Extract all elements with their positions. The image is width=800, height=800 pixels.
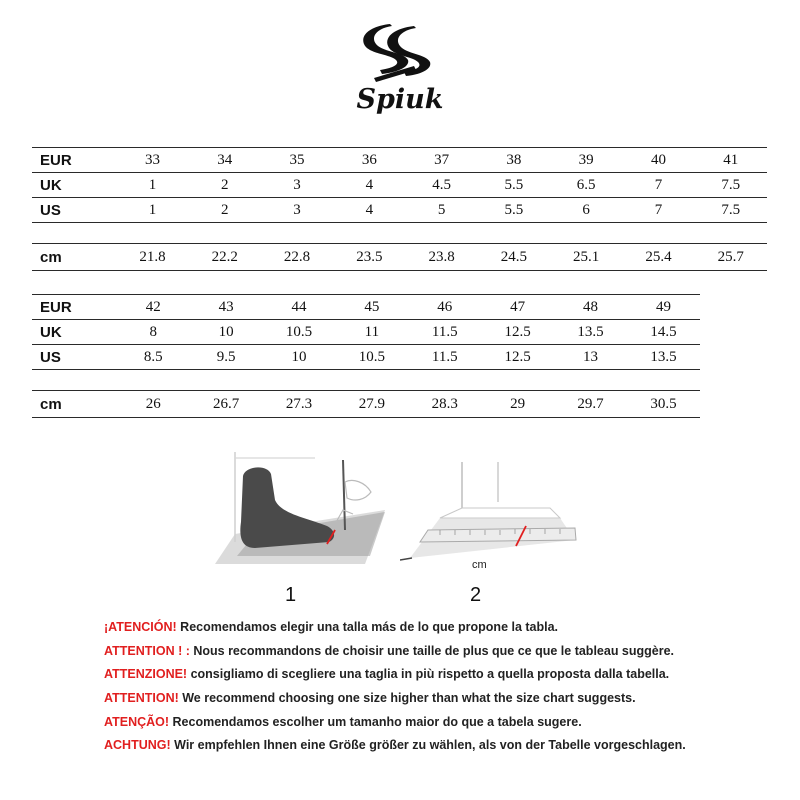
warning-text: Recomendamos elegir una talla más de lo que propone la tabla.: [176, 620, 559, 634]
cm-label: cm: [32, 391, 117, 418]
warning-heading: ¡ATENCIÓN!: [104, 620, 177, 634]
cm-cell: 21.8: [116, 244, 188, 271]
warnings-list: [104, 616, 784, 758]
warning-text: We recommend choosing one size higher than what the size chart suggests.: [178, 691, 636, 706]
cm-cell: 22.2: [189, 244, 261, 271]
foot-measure-illustration: [215, 452, 395, 570]
step-2-number: 2: [470, 584, 482, 606]
warning-heading: ATTENZIONE!: [104, 667, 188, 682]
us-cell: 8.5: [117, 345, 190, 370]
cm-row: [32, 244, 767, 271]
warning-english: [104, 687, 784, 711]
eur-cell: 33: [116, 148, 188, 173]
cm-cell: 27.9: [335, 391, 408, 418]
cm-cell: 26: [117, 391, 190, 418]
size-table-1: [32, 147, 767, 271]
ruler-measure-illustration: [400, 462, 590, 570]
us-row: [32, 345, 700, 370]
us-cell: 1: [116, 198, 188, 223]
us-cell: 2: [189, 198, 261, 223]
cm-cell: 22.8: [261, 244, 333, 271]
us-cell: 5: [405, 198, 477, 223]
uk-cell: 7.5: [695, 173, 767, 198]
cm-cell: 29: [481, 391, 554, 418]
eur-cell: 43: [190, 295, 263, 320]
us-cell: 7.5: [695, 198, 767, 223]
us-cell: 13.5: [627, 345, 700, 370]
uk-cell: 10.5: [263, 320, 336, 345]
us-cell: 6: [550, 198, 622, 223]
eur-row: [32, 295, 700, 320]
size-table-2: [32, 294, 700, 418]
eur-label: EUR: [32, 295, 117, 320]
cm-cell: 25.1: [550, 244, 622, 271]
warning-german: [104, 734, 784, 758]
uk-cell: 11: [335, 320, 408, 345]
eur-cell: 42: [117, 295, 190, 320]
cm-cell: 23.8: [405, 244, 477, 271]
us-cell: 3: [261, 198, 333, 223]
us-row: [32, 198, 767, 223]
eur-label: EUR: [32, 148, 116, 173]
uk-cell: 10: [190, 320, 263, 345]
eur-cell: 38: [478, 148, 550, 173]
uk-label: UK: [32, 320, 117, 345]
us-cell: 13: [554, 345, 627, 370]
eur-cell: 34: [189, 148, 261, 173]
uk-cell: 2: [189, 173, 261, 198]
cm-cell: 29.7: [554, 391, 627, 418]
uk-cell: 12.5: [481, 320, 554, 345]
us-cell: 5.5: [478, 198, 550, 223]
uk-cell: 6.5: [550, 173, 622, 198]
us-cell: 7: [622, 198, 694, 223]
us-cell: 4: [333, 198, 405, 223]
ruler-unit-label: cm: [472, 559, 487, 570]
cm-label: cm: [32, 244, 116, 271]
cm-cell: 25.4: [622, 244, 694, 271]
spiuk-logo: [330, 22, 470, 114]
uk-cell: 3: [261, 173, 333, 198]
eur-cell: 36: [333, 148, 405, 173]
uk-cell: 5.5: [478, 173, 550, 198]
eur-cell: 37: [405, 148, 477, 173]
uk-cell: 11.5: [408, 320, 481, 345]
eur-cell: 44: [263, 295, 336, 320]
us-cell: 10.5: [335, 345, 408, 370]
cm-cell: 28.3: [408, 391, 481, 418]
eur-cell: 45: [335, 295, 408, 320]
us-cell: 12.5: [481, 345, 554, 370]
uk-cell: 8: [117, 320, 190, 345]
cm-cell: 25.7: [695, 244, 767, 271]
cm-cell: 23.5: [333, 244, 405, 271]
eur-cell: 46: [408, 295, 481, 320]
warning-heading: ATENÇÃO!: [104, 714, 170, 729]
uk-cell: 7: [622, 173, 694, 198]
cm-cell: 24.5: [478, 244, 550, 271]
cm-cell: 27.3: [263, 391, 336, 418]
brand-wordmark: Spiuk: [356, 84, 444, 114]
uk-cell: 13.5: [554, 320, 627, 345]
eur-cell: 41: [695, 148, 767, 173]
warning-text: Wir empfehlen Ihnen eine Größe größer zu wählen, als von der Tabelle vorgeschlagen.: [170, 738, 686, 753]
us-label: US: [32, 198, 116, 223]
eur-cell: 35: [261, 148, 333, 173]
step-1-number: 1: [285, 584, 297, 606]
us-cell: 9.5: [190, 345, 263, 370]
eur-cell: 47: [481, 295, 554, 320]
cm-row: [32, 391, 700, 418]
warning-spanish: [104, 616, 784, 640]
uk-row: [32, 320, 700, 345]
eur-row: [32, 148, 767, 173]
uk-cell: 4.5: [405, 173, 477, 198]
warning-italian: [104, 663, 784, 687]
warning-text: consigliamo di scegliere una taglia in più rispetto a quella proposta dalla tabella.: [187, 667, 670, 682]
warning-portuguese: [104, 711, 784, 735]
uk-row: [32, 173, 767, 198]
cm-cell: 30.5: [627, 391, 700, 418]
us-cell: 10: [263, 345, 336, 370]
cm-cell: 26.7: [190, 391, 263, 418]
warning-heading: ACHTUNG!: [104, 738, 171, 753]
warning-heading: ATTENTION!: [104, 691, 179, 706]
uk-cell: 1: [116, 173, 188, 198]
eur-cell: 48: [554, 295, 627, 320]
us-label: US: [32, 345, 117, 370]
warning-text: Nous recommandons de choisir une taille de plus que ce que le tableau suggère.: [189, 643, 675, 658]
uk-cell: 4: [333, 173, 405, 198]
eur-cell: 40: [622, 148, 694, 173]
warning-french: [104, 640, 784, 664]
us-cell: 11.5: [408, 345, 481, 370]
eur-cell: 49: [627, 295, 700, 320]
warning-heading: ATTENTION ! :: [104, 643, 190, 658]
warning-text: Recomendamos escolher um tamanho maior do que a tabela sugere.: [169, 714, 582, 729]
uk-cell: 14.5: [627, 320, 700, 345]
uk-label: UK: [32, 173, 116, 198]
eur-cell: 39: [550, 148, 622, 173]
